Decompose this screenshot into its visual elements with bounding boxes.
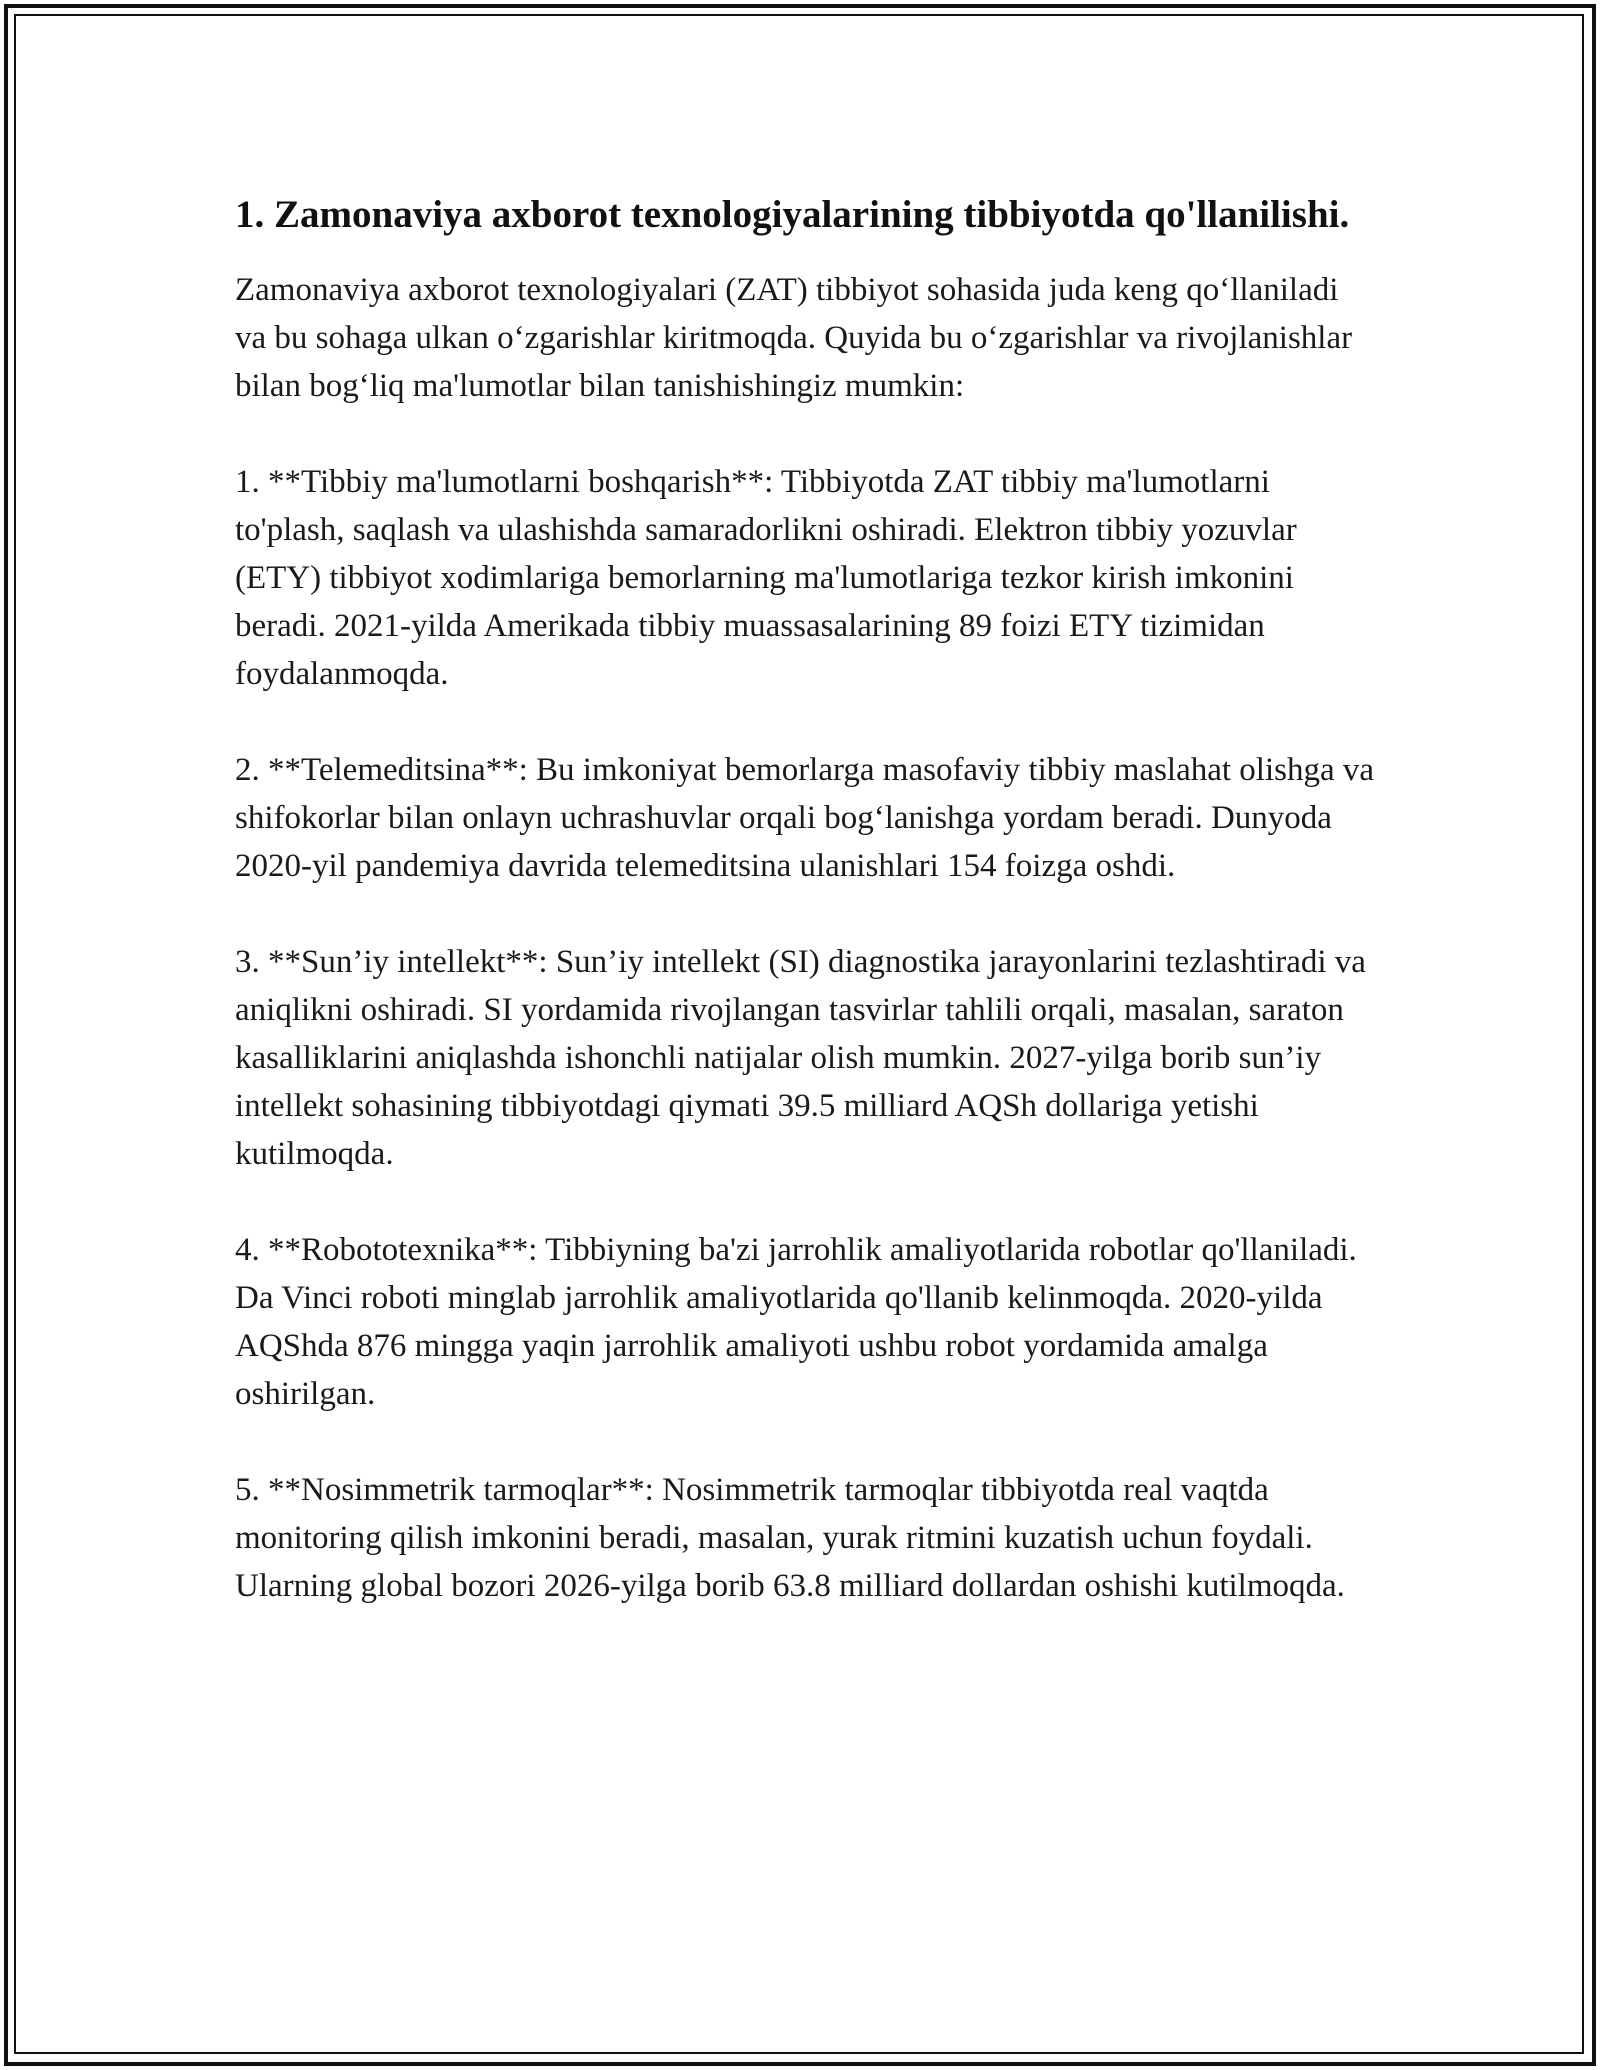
document-body: [235, 188, 1375, 1658]
list-item-networks: 5. **Nosimmetrik tarmoqlar**: Nosimmetrik tarmoqlar tibbiyotda real vaqtda monitoring qilish imkonini beradi, masalan, yurak ritmini kuzatish uchun foydali. Ularning global bozori 2026-yilga borib 63.8 milliard dollardan oshishi kutilmoqda.: [235, 1472, 1345, 1604]
intro-paragraph: Zamonaviya axborot texnologiyalari (ZAT) tibbiyot sohasida juda keng qo‘llaniladi va bu sohaga ulkan o‘zgarishlar kiritmoqda. Quyida bu o‘zgarishlar va rivojlanishlar bilan bog‘liq ma'lumotlar bilan tanishishingiz mumkin:: [235, 272, 1353, 404]
list-item-robotics: 4. **Robototexnika**: Tibbiyning ba'zi jarrohlik amaliyotlarida robotlar qo'llaniladi. Da Vinci roboti minglab jarrohlik amaliyotlarida qo'llanib kelinmoqda. 2020-yilda AQShda 876 mingga yaqin jarrohlik amaliyoti ushbu robot yordamida amalga oshirilgan.: [235, 1232, 1357, 1412]
list-item-telemedicine: 2. **Telemeditsina**: Bu imkoniyat bemorlarga masofaviy tibbiy maslahat olishga va shifokorlar bilan onlayn uchrashuvlar orqali bog‘lanishga yordam beradi. Dunyoda 2020-yil pandemiya davrida telemeditsina ulanishlari 154 foizga oshdi.: [235, 752, 1375, 884]
list-item-artificial-intelligence: 3. **Sun’iy intellekt**: Sun’iy intellekt (SI) diagnostika jarayonlarini tezlashtiradi va aniqlikni oshiradi. SI yordamida rivojlangan tasvirlar tahlili orqali, masalan, saraton kasalliklarini aniqlashda ishonchli natijalar olish mumkin. 2027-yilga borib sun’iy intellekt sohasining tibbiyotdagi qiymati 39.5 milliard AQSh dollariga yetishi kutilmoqda.: [235, 944, 1366, 1172]
document-title: 1. Zamonaviya axborot texnologiyalarining tibbiyotda qo'llanilishi.: [235, 193, 1350, 236]
list-item-data-management: 1. **Tibbiy ma'lumotlarni boshqarish**: Tibbiyotda ZAT tibbiy ma'lumotlarni to'plash, saqlash va ulashishda samaradorlikni oshiradi. Elektron tibbiy yozuvlar (ETY) tibbiyot xodimlariga bemorlarning ma'lumotlariga tezkor kirish imkonini beradi. 2021-yilda Amerikada tibbiy muassasalarining 89 foizi ETY tizimidan foydalanmoqda.: [235, 464, 1297, 692]
